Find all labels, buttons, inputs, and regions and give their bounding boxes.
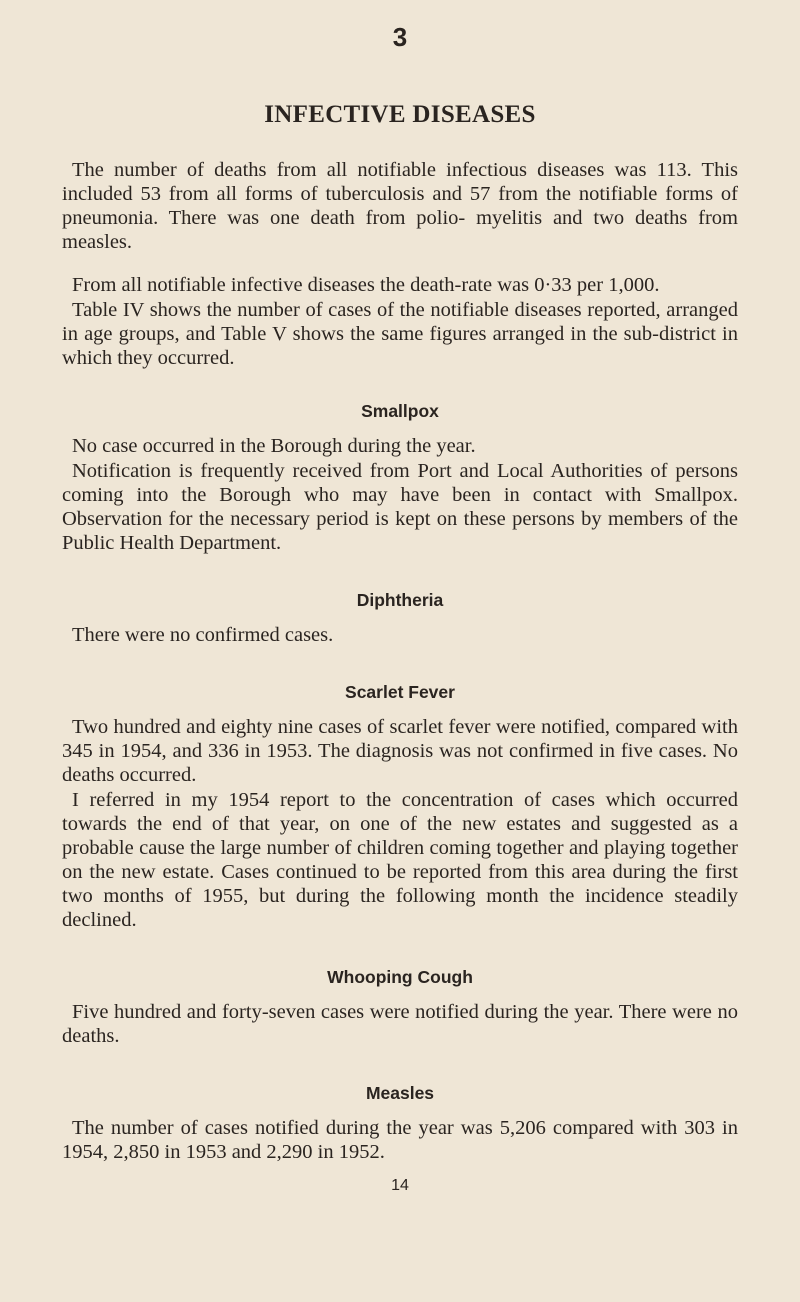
section-heading: Measles bbox=[365, 1083, 435, 1103]
paragraph: I referred in my 1954 report to the concentration of cases which occurred towards the end of that year, on one of the new estates and suggested as a probable cause the large number of children coming together and playing together on the new estate. Cases continued to be reported from this area during the first two months of 1955, but during the following month the incidence steadily declined. bbox=[62, 789, 738, 931]
section-heading: Diphtheria bbox=[356, 590, 444, 610]
section-heading: Smallpox bbox=[361, 401, 439, 421]
intro-section bbox=[62, 158, 738, 370]
paragraph: Notification is frequently received from Port and Local Authorities of persons coming into the Borough who may have been in contact with Smallpox. Observation for the necessary period is kept on these persons by members of the Public Health Department. bbox=[62, 460, 738, 554]
section-heading: Scarlet Fever bbox=[345, 682, 455, 702]
paragraph: No case occurred in the Borough during the year. bbox=[72, 435, 476, 457]
diphtheria-section bbox=[62, 589, 738, 647]
paragraph: Two hundred and eighty nine cases of scarlet fever were notified, compared with 345 in 1954, and 336 in 1953. The diagnosis was not confirmed in five cases. No deaths occurred. bbox=[62, 716, 738, 786]
paragraph: Table IV shows the number of cases of the notifiable diseases reported, arranged in age groups, and Table V shows the same figures arranged in the sub-district in which they occurred. bbox=[62, 299, 738, 369]
whooping-cough-section bbox=[62, 966, 738, 1048]
paragraph: The number of deaths from all notifiable infectious diseases was 113. This included 53 from all forms of tuberculosis and 57 from the notifiable forms of pneumonia. There was one death from polio- myelitis and two deaths from measles. bbox=[62, 159, 738, 253]
chapter-number: 3 bbox=[392, 22, 408, 52]
page-number: 14 bbox=[391, 1177, 409, 1194]
section-heading: Whooping Cough bbox=[327, 967, 473, 987]
scarlet-fever-section bbox=[62, 681, 738, 932]
page-title: INFECTIVE DISEASES bbox=[264, 101, 536, 128]
paragraph: The number of cases notified during the year was 5,206 compared with 303 in 1954, 2,850 in 1953 and 2,290 in 1952. bbox=[62, 1117, 738, 1163]
paragraph: Five hundred and forty-seven cases were notified during the year. There were no deaths. bbox=[62, 1001, 738, 1047]
smallpox-section bbox=[62, 400, 738, 555]
measles-section bbox=[62, 1082, 738, 1164]
paragraph: There were no confirmed cases. bbox=[72, 624, 334, 646]
paragraph: From all notifiable infective diseases the death-rate was 0·33 per 1,000. bbox=[72, 274, 660, 296]
